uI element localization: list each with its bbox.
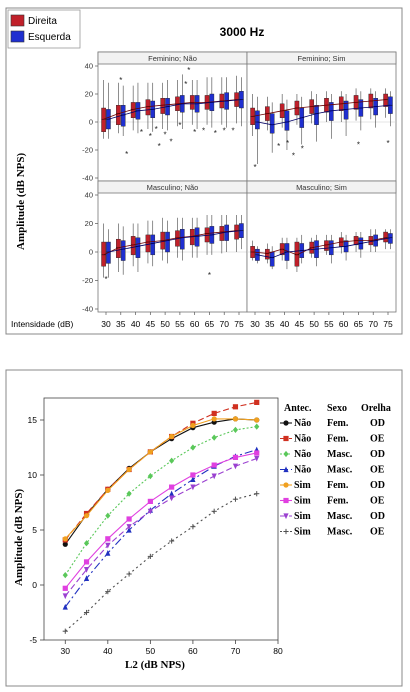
legend-sexo: Fem. xyxy=(327,418,349,429)
outlier-point: * xyxy=(193,127,197,137)
legend-sexo: Masc. xyxy=(327,526,353,538)
legend-antec: Sim xyxy=(294,511,311,522)
panel-label: Feminino; Não xyxy=(148,54,197,63)
x-tick-label: 40 xyxy=(103,646,113,656)
y-tick-label: 0 xyxy=(88,117,93,127)
box-panels xyxy=(82,52,396,314)
x-tick-label: 60 xyxy=(338,319,349,329)
legend-sexo: Masc. xyxy=(327,449,353,460)
outlier-point: * xyxy=(285,139,290,148)
y-tick-label: 20 xyxy=(84,89,93,99)
y-tick-label: -20 xyxy=(82,145,93,155)
outlier-point: * xyxy=(125,150,129,160)
x-tick-label: 60 xyxy=(189,319,200,329)
legend-swatch-direita xyxy=(11,15,24,26)
panel-label: Feminino; Sim xyxy=(297,54,346,63)
outlier-point: * xyxy=(148,132,152,141)
legend-antec: Não xyxy=(294,464,312,476)
legend-orelha: OE xyxy=(370,526,385,538)
legend-orelha: OD xyxy=(370,511,385,522)
outlier-point: * xyxy=(187,66,191,76)
legend-orelha: OD xyxy=(370,449,385,460)
top-y-axis-label: Amplitude (dB NPS) xyxy=(15,152,27,250)
x-tick-label: 55 xyxy=(324,319,334,329)
outlier-point: * xyxy=(231,126,235,136)
x-tick-label: 50 xyxy=(309,319,319,329)
outlier-point: * xyxy=(178,120,182,130)
legend-orelha: OE xyxy=(370,464,385,476)
outlier-point: * xyxy=(291,151,295,161)
legend-sexo: Fem. xyxy=(327,480,349,491)
x-tick-label: 80 xyxy=(273,646,283,656)
chart-title: 3000 Hz xyxy=(219,25,265,39)
outlier-point: * xyxy=(213,129,217,139)
panel-frame xyxy=(247,181,396,312)
y-tick-label: 20 xyxy=(84,219,93,228)
legend-orelha: OE xyxy=(370,495,385,507)
outlier-point: * xyxy=(119,76,123,85)
y-tick-label: -40 xyxy=(82,173,93,183)
x-tick-label: 45 xyxy=(294,319,305,329)
legend-label-esquerda: Esquerda xyxy=(28,32,71,43)
x-tick-label: 30 xyxy=(101,319,111,329)
y-tick-label: -20 xyxy=(82,276,93,285)
outlier-point: * xyxy=(356,140,361,150)
x-tick-label: 65 xyxy=(204,319,215,329)
bottom-x-axis-label: L2 (dB NPS) xyxy=(125,659,185,671)
outlier-point: * xyxy=(157,141,161,151)
legend-sexo: Fem. xyxy=(327,495,349,507)
y-tick-label: 10 xyxy=(27,470,37,480)
outlier-point: * xyxy=(154,125,158,134)
top-x-axis-label: Intensidade (dB) xyxy=(11,319,74,329)
legend-sexo: Masc. xyxy=(327,511,353,522)
y-tick-label: 15 xyxy=(27,415,37,425)
outlier-point: * xyxy=(201,126,206,136)
legend-orelha: OE xyxy=(370,433,385,445)
legend-header-antec: Antec. xyxy=(284,403,312,414)
legend-sexo: Fem. xyxy=(327,433,349,445)
x-tick-label: 30 xyxy=(250,319,260,329)
legend-antec: Não xyxy=(294,449,312,460)
outlier-point: * xyxy=(222,126,226,136)
x-tick-label: 75 xyxy=(383,319,393,329)
box-panel xyxy=(82,181,247,314)
x-tick-label: 50 xyxy=(160,319,170,329)
x-tick-label: 70 xyxy=(219,319,229,329)
x-tick-label: 70 xyxy=(230,646,241,656)
x-tick-label: 55 xyxy=(175,319,185,329)
y-tick-label: 40 xyxy=(84,190,93,200)
x-tick-label: 75 xyxy=(234,319,244,329)
x-tick-label: 40 xyxy=(279,319,290,329)
outlier-point: * xyxy=(184,80,188,90)
panel-label: Masculino; Não xyxy=(146,183,199,192)
y-tick-label: 0 xyxy=(88,247,93,257)
y-tick-label: 40 xyxy=(84,61,93,71)
y-tick-label: -5 xyxy=(29,635,37,645)
box-panel xyxy=(82,52,247,183)
legend-antec: Não xyxy=(294,418,312,429)
legend-antec: Sim xyxy=(294,480,311,491)
legend-antec: Sim xyxy=(294,495,311,507)
x-tick-label: 30 xyxy=(60,646,71,656)
outlier-point: * xyxy=(139,127,144,137)
top-legend xyxy=(8,10,80,48)
y-tick-label: -40 xyxy=(82,304,93,314)
box-panel xyxy=(247,181,396,312)
outlier-point: * xyxy=(277,141,281,151)
legend-swatch-esquerda xyxy=(11,31,24,42)
outlier-point: * xyxy=(104,275,108,285)
legend-label-direita: Direita xyxy=(28,16,57,27)
outlier-point: * xyxy=(253,162,257,172)
x-tick-label: 65 xyxy=(353,319,364,329)
x-tick-label: 35 xyxy=(116,319,126,329)
x-tick-label: 50 xyxy=(145,646,156,656)
outlier-point: * xyxy=(169,137,173,147)
legend-header-sexo: Sexo xyxy=(327,403,347,414)
y-tick-label: 0 xyxy=(32,580,37,590)
x-tick-label: 40 xyxy=(130,319,141,329)
outlier-point: * xyxy=(300,144,304,154)
legend-orelha: OD xyxy=(370,418,385,429)
legend-orelha: OD xyxy=(370,480,385,491)
bottom-y-axis-label: Amplitude (dB NPS) xyxy=(13,488,25,586)
y-tick-label: 5 xyxy=(32,525,37,535)
legend-sexo: Masc. xyxy=(327,464,353,476)
x-tick-label: 70 xyxy=(368,319,378,329)
x-tick-label: 60 xyxy=(188,646,198,656)
x-tick-label: 35 xyxy=(265,319,275,329)
legend-header-orelha: Orelha xyxy=(361,403,391,414)
x-tick-label: 45 xyxy=(145,319,156,329)
outlier-point: * xyxy=(207,270,212,280)
panel-label: Masculino; Sim xyxy=(296,183,347,192)
box-panel xyxy=(247,52,396,181)
legend-antec: Sim xyxy=(294,526,311,538)
outlier-point: * xyxy=(386,139,390,148)
outlier-point: * xyxy=(163,130,167,140)
legend-antec: Não xyxy=(294,433,312,445)
